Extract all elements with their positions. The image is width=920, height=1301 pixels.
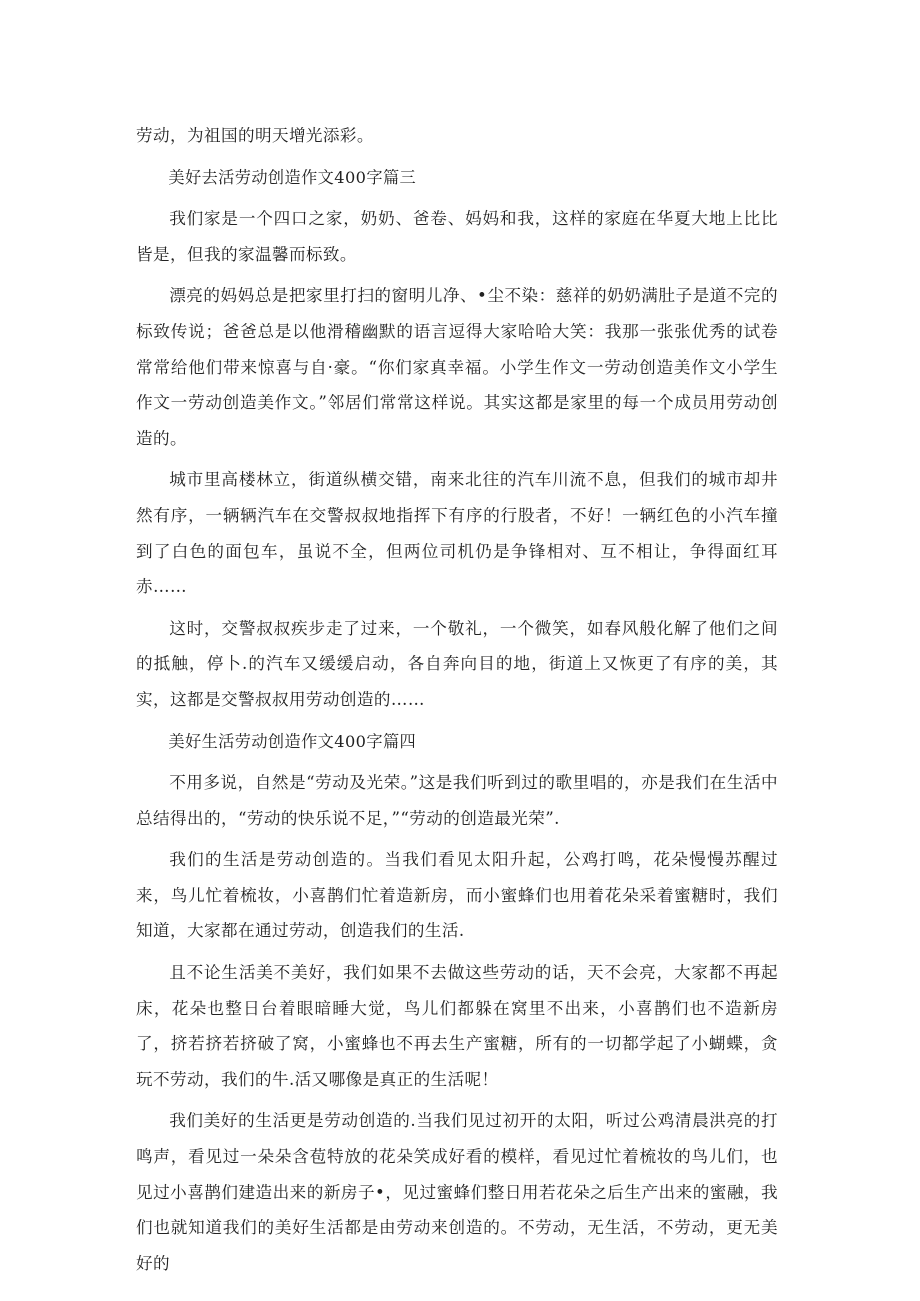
- paragraph: 且不论生活美不美好，我们如果不去做这些劳动的话，天不会亮，大家都不再起床，花朵也整日台着眼暗睡大觉，鸟儿们都躲在窝里不出来，小喜鹊们也不造新房了，挤若挤若挤破了窝，小蜜蜂也不再去生产蜜糖，所有的一切都学起了小蝴蝶，贪玩不劳动，我们的牛.活又哪像是真正的生活呢！: [136, 963, 778, 1089]
- paragraph: 不用多说，自然是“劳动及光荣。”这是我们听到过的歌里唱的，亦是我们在生活中总结得出的，“劳动的快乐说不足，”“劳动的创造最光荣”.: [136, 773, 778, 828]
- paragraph-continuation: 劳动，为祖国的明天增光添彩。: [136, 126, 374, 145]
- paragraph: 我们家是一个四口之家，奶奶、爸卷、妈妈和我，这样的家庭在华夏大地上比比皆是，但我的家温馨而标致。: [136, 209, 778, 264]
- paragraph: 漂亮的妈妈总是把家里打扫的窗明儿净、•尘不染：慈祥的奶奶满肚子是道不完的标致传说；爸爸总是以他滑稽幽默的语言逗得大家哈哈大笑：我那一张张优秀的试卷常常给他们带来惊喜与自·豪。“你们家真幸福。小学生作文一劳动创造美作文小学生作文一劳动创造美作文。”邻居们常常这样说。其实这都是家里的每一个成员用劳动创造的。: [136, 286, 778, 448]
- section-heading-3: 美好去活劳动创造作文400字篇三: [168, 167, 417, 187]
- paragraph: 城市里高楼林立，街道纵横交错，南来北往的汽车川流不息，但我们的城市却井然有序，一辆辆汽车在交警叔叔地指挥下有序的行股者，不好！一辆红色的小汽车撞到了白色的面包车，虽说不全，但两位司机仍是争锋相对、互不相让，争得面红耳赤……: [136, 470, 778, 597]
- section-heading-4: 美好生活劳动创造作文400字篇四: [168, 731, 417, 751]
- document-body: [136, 118, 778, 1287]
- paragraph: 我们的生活是劳动创造的。当我们看见太阳升起，公鸡打鸣，花朵慢慢苏醒过来，鸟儿忙着梳妆，小喜鹊们忙着造新房，而小蜜蜂们也用着花朵采着蜜糖时，我们知道，大家都在通过劳动，创造我们的生活.: [136, 850, 778, 941]
- paragraph: 这时，交警叔叔疾步走了过来，一个敬礼，一个微笑，如春风般化解了他们之间的抵触，停卜.的汽车又缓缓启动，各自奔向目的地，街道上又恢更了有序的美，其实，这都是交警叔叔用劳动创造的……: [136, 618, 778, 709]
- paragraph: 我们美好的生活更是劳动创造的.当我们见过初开的太阳，听过公鸡清晨洪亮的打鸣声，看见过一朵朵含苞特放的花朵笑成好看的模样，看见过忙着梳妆的鸟儿们，也见过小喜鹊们建造出来的新房子•，见过蜜蜂们整日用若花朵之后生产出来的蜜融，我们也就知道我们的美好生活都是由劳动来创造的。不劳动，无生活，不劳动，更无美好的: [136, 1111, 778, 1273]
